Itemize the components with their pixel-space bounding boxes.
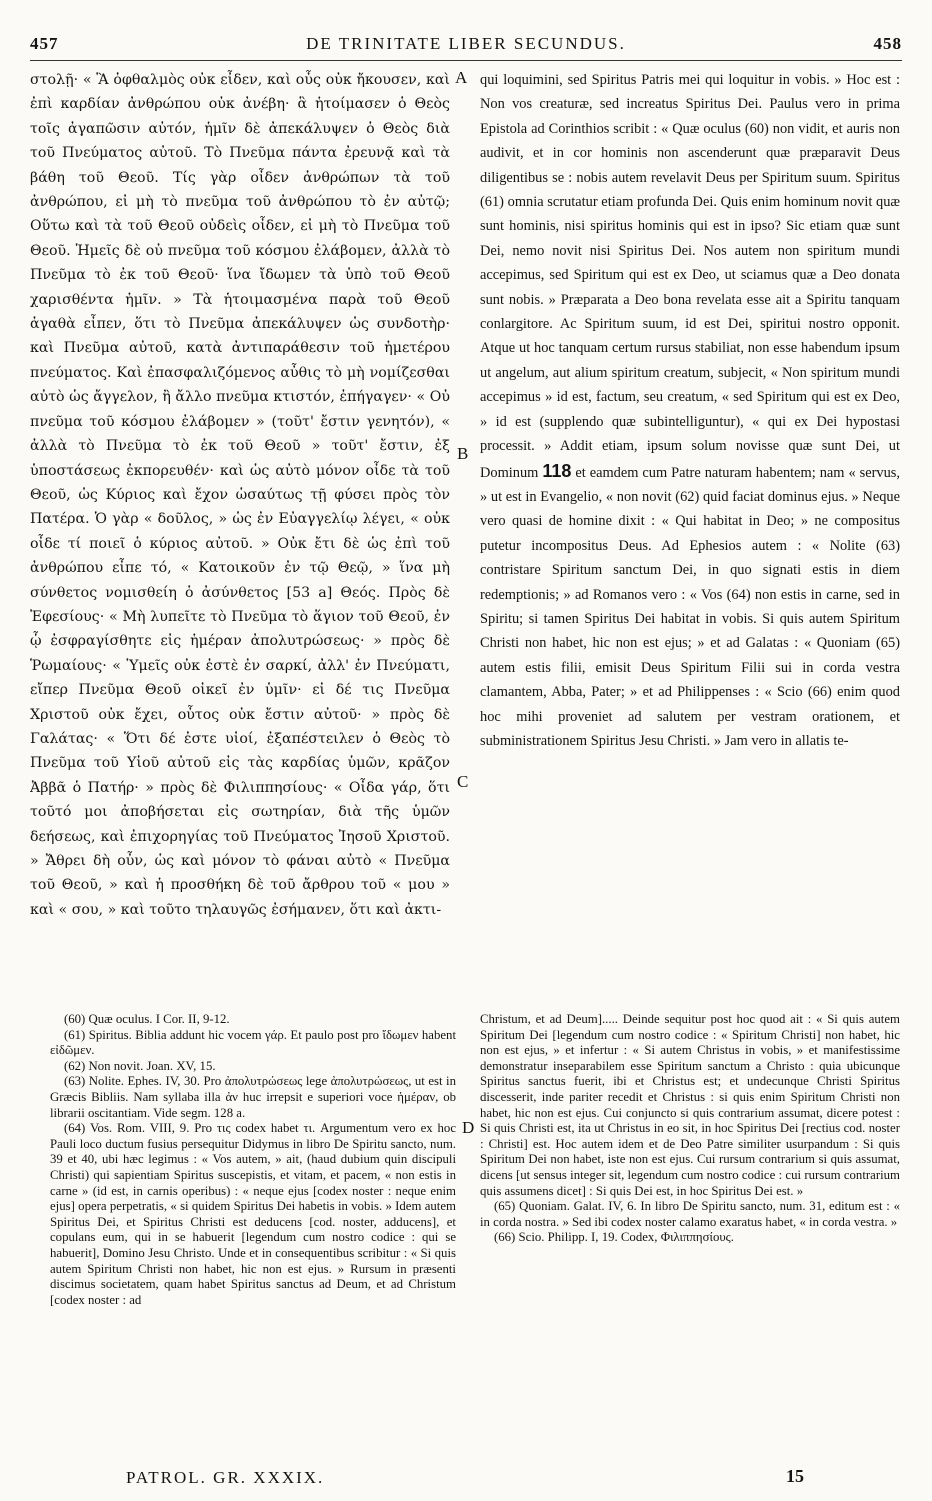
footnote: (60) Quæ oculus. I Cor. II, 9-12. — [64, 1012, 230, 1026]
greek-column — [30, 68, 450, 1000]
page-number-left: 457 — [30, 34, 59, 53]
footnote: (63) Nolite. Ephes. IV, 30. Pro ἀπολυτρώσεως lege ἀπολυτρώσεως, ut est in Græcis Bibliis. Nam syllaba illa ἀν huc irrepsit e superiori voce ἡμέραν, ob librarii oscitantiam. Vide segm. 128 a. — [50, 1074, 456, 1120]
footer-signature: 15 — [786, 1466, 804, 1486]
footnote: (61) Spiritus. Biblia addunt hic vocem γάρ. Et paulo post pro ἴδωμεν habent εἰδῶμεν. — [50, 1027, 456, 1058]
latin-text-part-2: et eamdem cum Patre naturam habentem; nam « servus, » ut est in Evangelio, « non novit (62) quid faciat dominus ejus. » Neque vero quasi de homine dixit : « Qui habitat in Deo; » ne compositus putetur incompositus Deus. Ad Ephesios autem : « Nolite (63) contristare Spiritum sanctum Dei, in quo signati estis in diem redemptionis; » ad Romanos vero : « Vos (64) non estis in carne, sed in Spiritu; si tamen Spiritus Dei habitat in vobis. Si quis autem Spiritum Christi non habet, hic non est ejus; » et ad Galatas : « Quoniam (65) autem estis filii, emisit Deus Spiritum Filii sui in corda vestra clamantem, Abba, Pater; » et ad Philippenses : « Scio (66) enim quod hoc mihi proveniet ad salutem per vestram orationem, et subministrationem Spiritus Jesu Christi. » Jam vero in allatis te- — [480, 464, 900, 749]
footnote: (65) Quoniam. Galat. IV, 6. In libro De Spiritu sancto, num. 31, editum est : « in corda nostra. » Sed ibi codex noster calamo exaratus habet, « in corda vestra. » — [480, 1199, 900, 1229]
footnote-continuation: Christum, et ad Deum]..... Deinde sequitur post hoc quod ait : « Si quis autem Spiritum Dei [legendum cum nostro codice : « Spiritum Christi] non habet, hic non est ejus, » et infertur : « Si autem Christus in vobis, » et manifestissime demonstratur inseparabilem esse Spiritum sanctum a Christo : quia ubicunque Spiritus sanctus fuerit, ibi et Christus est; et undecunque Christi Spiritus discesserit, inde pariter recedit et Christus : si quis enim Spiritum Christi non habet, hic non est ejus. Cui conjuncto si quis contrarium assumat, dicere potest : Si quis Christi est, ita ut Christus in eo sit, in hoc Spiritus Dei [rectius cod. noster : Christi] est. Hoc autem idem et de Deo Patre similiter usurpandum : Si quis Spiritum Dei non habet, iste non est ejus. Cui rursum contrarium si quis assumat, dicens [ut sensus integer sit, legendum cum nostro codice : cui rursum contrarium quis assumens dicet] : Si quis Dei est, in hoc Spiritus Dei est. » — [480, 1012, 900, 1198]
latin-column — [480, 68, 900, 1000]
footnotes-right — [480, 1012, 900, 1458]
margin-letter-a: A — [455, 68, 468, 87]
footnote: (62) Non novit. Joan. XV, 15. — [64, 1058, 216, 1073]
running-title: DE TRINITATE LIBER SECUNDUS. — [306, 34, 626, 53]
footnote: (66) Scio. Philipp. I, 19. Codex, Φιλιππησίους. — [494, 1230, 734, 1245]
margin-letter-b: B — [457, 444, 469, 463]
margin-letter-d: D — [462, 1118, 475, 1137]
footnotes-left — [50, 1012, 456, 1458]
column-marker: 118 — [542, 460, 572, 481]
latin-text-part-1: qui loquimini, sed Spiritus Patris mei qui loquitur in vobis. » Hoc est : Non vos creaturæ, sed increatus Spiritus Dei. Paulus vero in prima Epistola ad Corinthios scribit : « Quæ oculus (60) non vidit, et auris non audivit, et in cor hominis non ascenderunt quæ præparavit Deus diligentibus se : nobis autem revelavit Deus per Spiritum suum. Spiritus (61) omnia scrutatur etiam profunda Dei. Quis enim hominum novit quæ sunt hominis, nisi spiritus hominis qui est in ipso? Sic etiam quæ sunt Dei, nemo novit nisi Spiritus Dei. Nos autem non spiritum mundi accepimus, sed Spiritum qui est ex Deo, ut sciamus quæ a Deo donata sunt nobis. » Præparata a Deo bona revelata esse ait a Spiritu tanquam conlargitore. Ac Spiritum suum, id est Dei, spiritui nostro opponit. Atque ut hoc tanquam certum rursus stabiliat, non esse habendum ipsum ut angelum, aut alium spiritum creatum, subjecit, « Non spiritum mundi accepimus » id est, factum, seu creatum, « sed Spiritum qui est ex Deo, » id est (supplendo quæ subintelliguntur), « qui ex Dei hypostasi processit. » Addit etiam, ipsum solum novisse quæ sunt Dei, ut Dominum — [480, 72, 900, 481]
page-header — [30, 34, 902, 61]
page-number-right: 458 — [873, 34, 902, 53]
footnote: (64) Vos. Rom. VIII, 9. Pro τις codex habet τι. Argumentum vero ex hoc Pauli loco ductum fusius persequitur Didymus in libro De Spiritu sancto, num. 39 et 40, ubi hæc legimus : « Vos autem, » ait, (haud dubium quin discipuli Christi) qui sapientiam Spiritus suscepistis, et vitam, et pacem, « non estis in carne » (id est, in carnis operibus) : « neque ejus [codex noster : neque enim ejus] opera perpetratis, « si quidem Spiritus Dei habetis in vobis. » Idem autem Spiritus Dei, et Spiritus Christi est deducens [cod. noster, adducens], et copulans eum, qui in se habuerit [legendum cum nostro codice : qui se habuerit], Domino Jesu Christo. Unde et in consequentibus scribitur : « Si quis autem Spiritum Christi non habet, hic non est ejus. » Rursum in præsenti discimus societatem, quam habet Spiritus sanctus ad Deum, et ad Christum [codex noster : ad — [50, 1121, 456, 1307]
margin-letter-c: C — [457, 772, 469, 791]
footer-volume: PATROL. GR. XXXIX. — [126, 1468, 325, 1487]
greek-text: στολῇ· « Ἃ ὀφθαλμὸς οὐκ εἶδεν, καὶ οὖς οὐκ ἤκουσεν, καὶ ἐπὶ καρδίαν ἀνθρώπου οὐκ ἀνέβη· ἃ ἡτοίμασεν ὁ Θεὸς τοῖς ἀγαπῶσιν αὐτόν, ἡμῖν δὲ ἀπεκάλυψεν ὁ Θεὸς διὰ τοῦ Πνεύματος αὐτοῦ. Τὸ Πνεῦμα πάντα ἐρευνᾷ καὶ τὰ βάθη τοῦ Θεοῦ. Τίς γὰρ οἶδεν ἀνθρώπων τὰ τοῦ ἀνθρώπου, εἰ μὴ τὸ πνεῦμα τοῦ ἀνθρώπου τὸ ἐν αὐτῷ; Οὕτω καὶ τὰ τοῦ Θεοῦ οὐδεὶς οἶδεν, εἰ μὴ τὸ Πνεῦμα τοῦ Θεοῦ. Ἡμεῖς δὲ οὐ πνεῦμα τοῦ κόσμου ἐλάβομεν, ἀλλὰ τὸ Πνεῦμα τὸ ἐκ τοῦ Θεοῦ· ἵνα ἴδωμεν τὰ ὑπὸ τοῦ Θεοῦ χαρισθέντα ἡμῖν. » Τὰ ἡτοιμασμένα παρὰ τοῦ Θεοῦ ἀγαθὰ εἶπεν, ὅτι τὸ Πνεῦμα ἀπεκάλυψεν ὡς συνδοτὴρ· καὶ Πνεῦμα αὐτοῦ, κατὰ ἀντιπαράθεσιν τοῦ ἡμετέρου πνεύματος. Καὶ ἐπασφαλιζόμενος αὖθις τὸ μὴ νομίζεσθαι αὐτὸ ὡς ἄγγελον, ἢ ἄλλο πνεῦμα κτιστόν, ἐπήγαγεν· « Οὐ πνεῦμα τοῦ κόσμου ἐλάβομεν » (τοῦτ' ἔστιν γενητόν), « ἀλλὰ τὸ Πνεῦμα τὸ ἐκ τοῦ Θεοῦ » τοῦτ' ἔστιν, ἐξ ὑποστάσεως ἐκπορευθέν· καὶ ὡς αὐτὸ μόνον οἶδε τὰ τοῦ Θεοῦ, ὡς Κύριος καὶ ἔχον ὡσαύτως τῇ φύσει πρὸς τὸν Πατέρα. Ὁ γὰρ « δοῦλος, » ὡς ἐν Εὐαγγελίῳ λέγει, « οὐκ οἶδε τί ποιεῖ ὁ κύριος αὐτοῦ. » Οὐκ ἔτι δὲ ὡς ἐπὶ τοῦ ἀνθρώπου εἶπε τό, « Κατοικοῦν ἐν τῷ Θεῷ, » ἵνα μὴ σύνθετος νομισθείη ὁ ἀσύνθετος [53 a] Θεός. Πρὸς δὲ Ἐφεσίους· « Μὴ λυπεῖτε τὸ Πνεῦμα τὸ ἅγιον τοῦ Θεοῦ, ἐν ᾧ ἐσφραγίσθητε εἰς ἡμέραν ἀπολυτρώσεως· » πρὸς δὲ Ῥωμαίους· « Ὑμεῖς οὐκ ἐστὲ ἐν σαρκί, ἀλλ' ἐν Πνεύματι, εἴπερ Πνεῦμα Θεοῦ οἰκεῖ ἐν ὑμῖν· εἰ δέ τις Πνεῦμα Χριστοῦ οὐκ ἔχει, οὗτος οὐκ ἔστιν αὐτοῦ· » πρὸς δὲ Γαλάτας· « Ὅτι δέ ἐστε υἱοί, ἐξαπέστειλεν ὁ Θεὸς τὸ Πνεῦμα τοῦ Υἱοῦ αὐτοῦ εἰς τὰς καρδίας ὑμῶν, κρᾶζον Ἀββᾶ ὁ Πατήρ· » πρὸς δὲ Φιλιππησίους· « Οἶδα γάρ, ὅτι τοῦτό μοι ἀποβήσεται εἰς σωτηρίαν, διὰ τῆς ὑμῶν δεήσεως, καὶ ἐπιχορηγίας τοῦ Πνεύματος Ἰησοῦ Χριστοῦ. » Ἄθρει δὴ οὖν, ὡς καὶ μόνον τὸ φάναι αὐτὸ « Πνεῦμα τοῦ Θεοῦ, » καὶ ἡ προσθήκη δὲ τοῦ ἄρθρου τοῦ « μου » καὶ « σου, » καὶ τοῦτο τηλαυγῶς ἐσήμανεν, ὅτι καὶ ἀκτι- — [30, 72, 450, 918]
latin-text — [480, 68, 900, 753]
